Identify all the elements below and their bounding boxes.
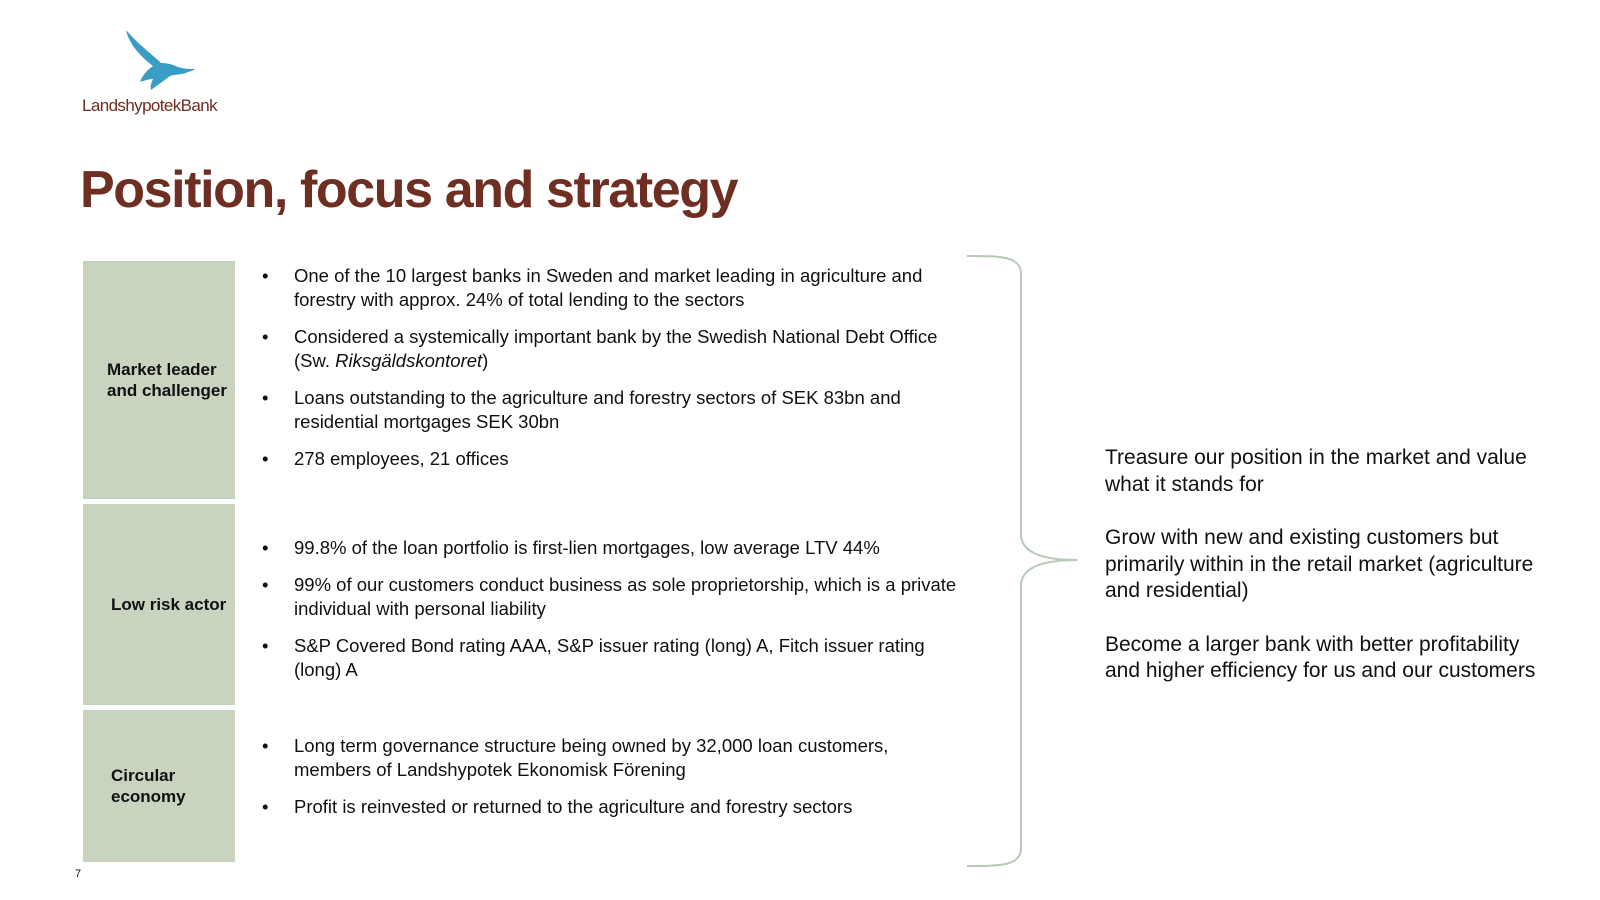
section-label-market-leader: Market leader and challenger — [83, 261, 235, 499]
section-label-low-risk: Low risk actor — [83, 504, 235, 705]
strategy-statement: Grow with new and existing customers but primarily within in the retail market (agriculture and residential) — [1105, 526, 1534, 602]
bullet-item: • Profit is reinvested or returned to the agriculture and forestry sectors — [262, 795, 962, 819]
right-brace — [965, 254, 1085, 870]
heron-bird-icon — [120, 30, 195, 92]
bullet-item: • 99.8% of the loan portfolio is first-lien mortgages, low average LTV 44% — [262, 536, 962, 560]
bullet-list-low-risk — [262, 536, 962, 695]
logo-text: LandshypotekBank — [82, 96, 218, 115]
strategy-statement: Become a larger bank with better profitability and higher efficiency for us and our customers — [1105, 632, 1536, 682]
strategy-statements — [1105, 445, 1545, 712]
bullet-item: • Considered a systemically important bank by the Swedish National Debt Office (Sw. Riksgäldskontoret) — [262, 325, 962, 373]
bullet-list-circular-economy — [262, 734, 962, 832]
bullet-item: • Loans outstanding to the agriculture and forestry sectors of SEK 83bn and residential mortgages SEK 30bn — [262, 386, 962, 434]
bullet-item: • Long term governance structure being owned by 32,000 loan customers, members of Landshypotek Ekonomisk Förening — [262, 734, 962, 782]
bullet-item: • 99% of our customers conduct business as sole proprietorship, which is a private individual with personal liability — [262, 573, 962, 621]
logo — [80, 30, 240, 120]
bullet-item: • 278 employees, 21 offices — [262, 447, 962, 471]
page-number: 7 — [75, 868, 82, 880]
bullet-list-market-leader — [262, 264, 962, 484]
page-title: Position, focus and strategy — [80, 161, 738, 219]
strategy-statement: Treasure our position in the market and value what it stands for — [1105, 446, 1527, 496]
bullet-item: • S&P Covered Bond rating AAA, S&P issuer rating (long) A, Fitch issuer rating (long) A — [262, 634, 962, 682]
bullet-item: • One of the 10 largest banks in Sweden and market leading in agriculture and forestry with approx. 24% of total lending to the sectors — [262, 264, 962, 312]
section-label-circular-economy: Circular economy — [83, 710, 235, 862]
